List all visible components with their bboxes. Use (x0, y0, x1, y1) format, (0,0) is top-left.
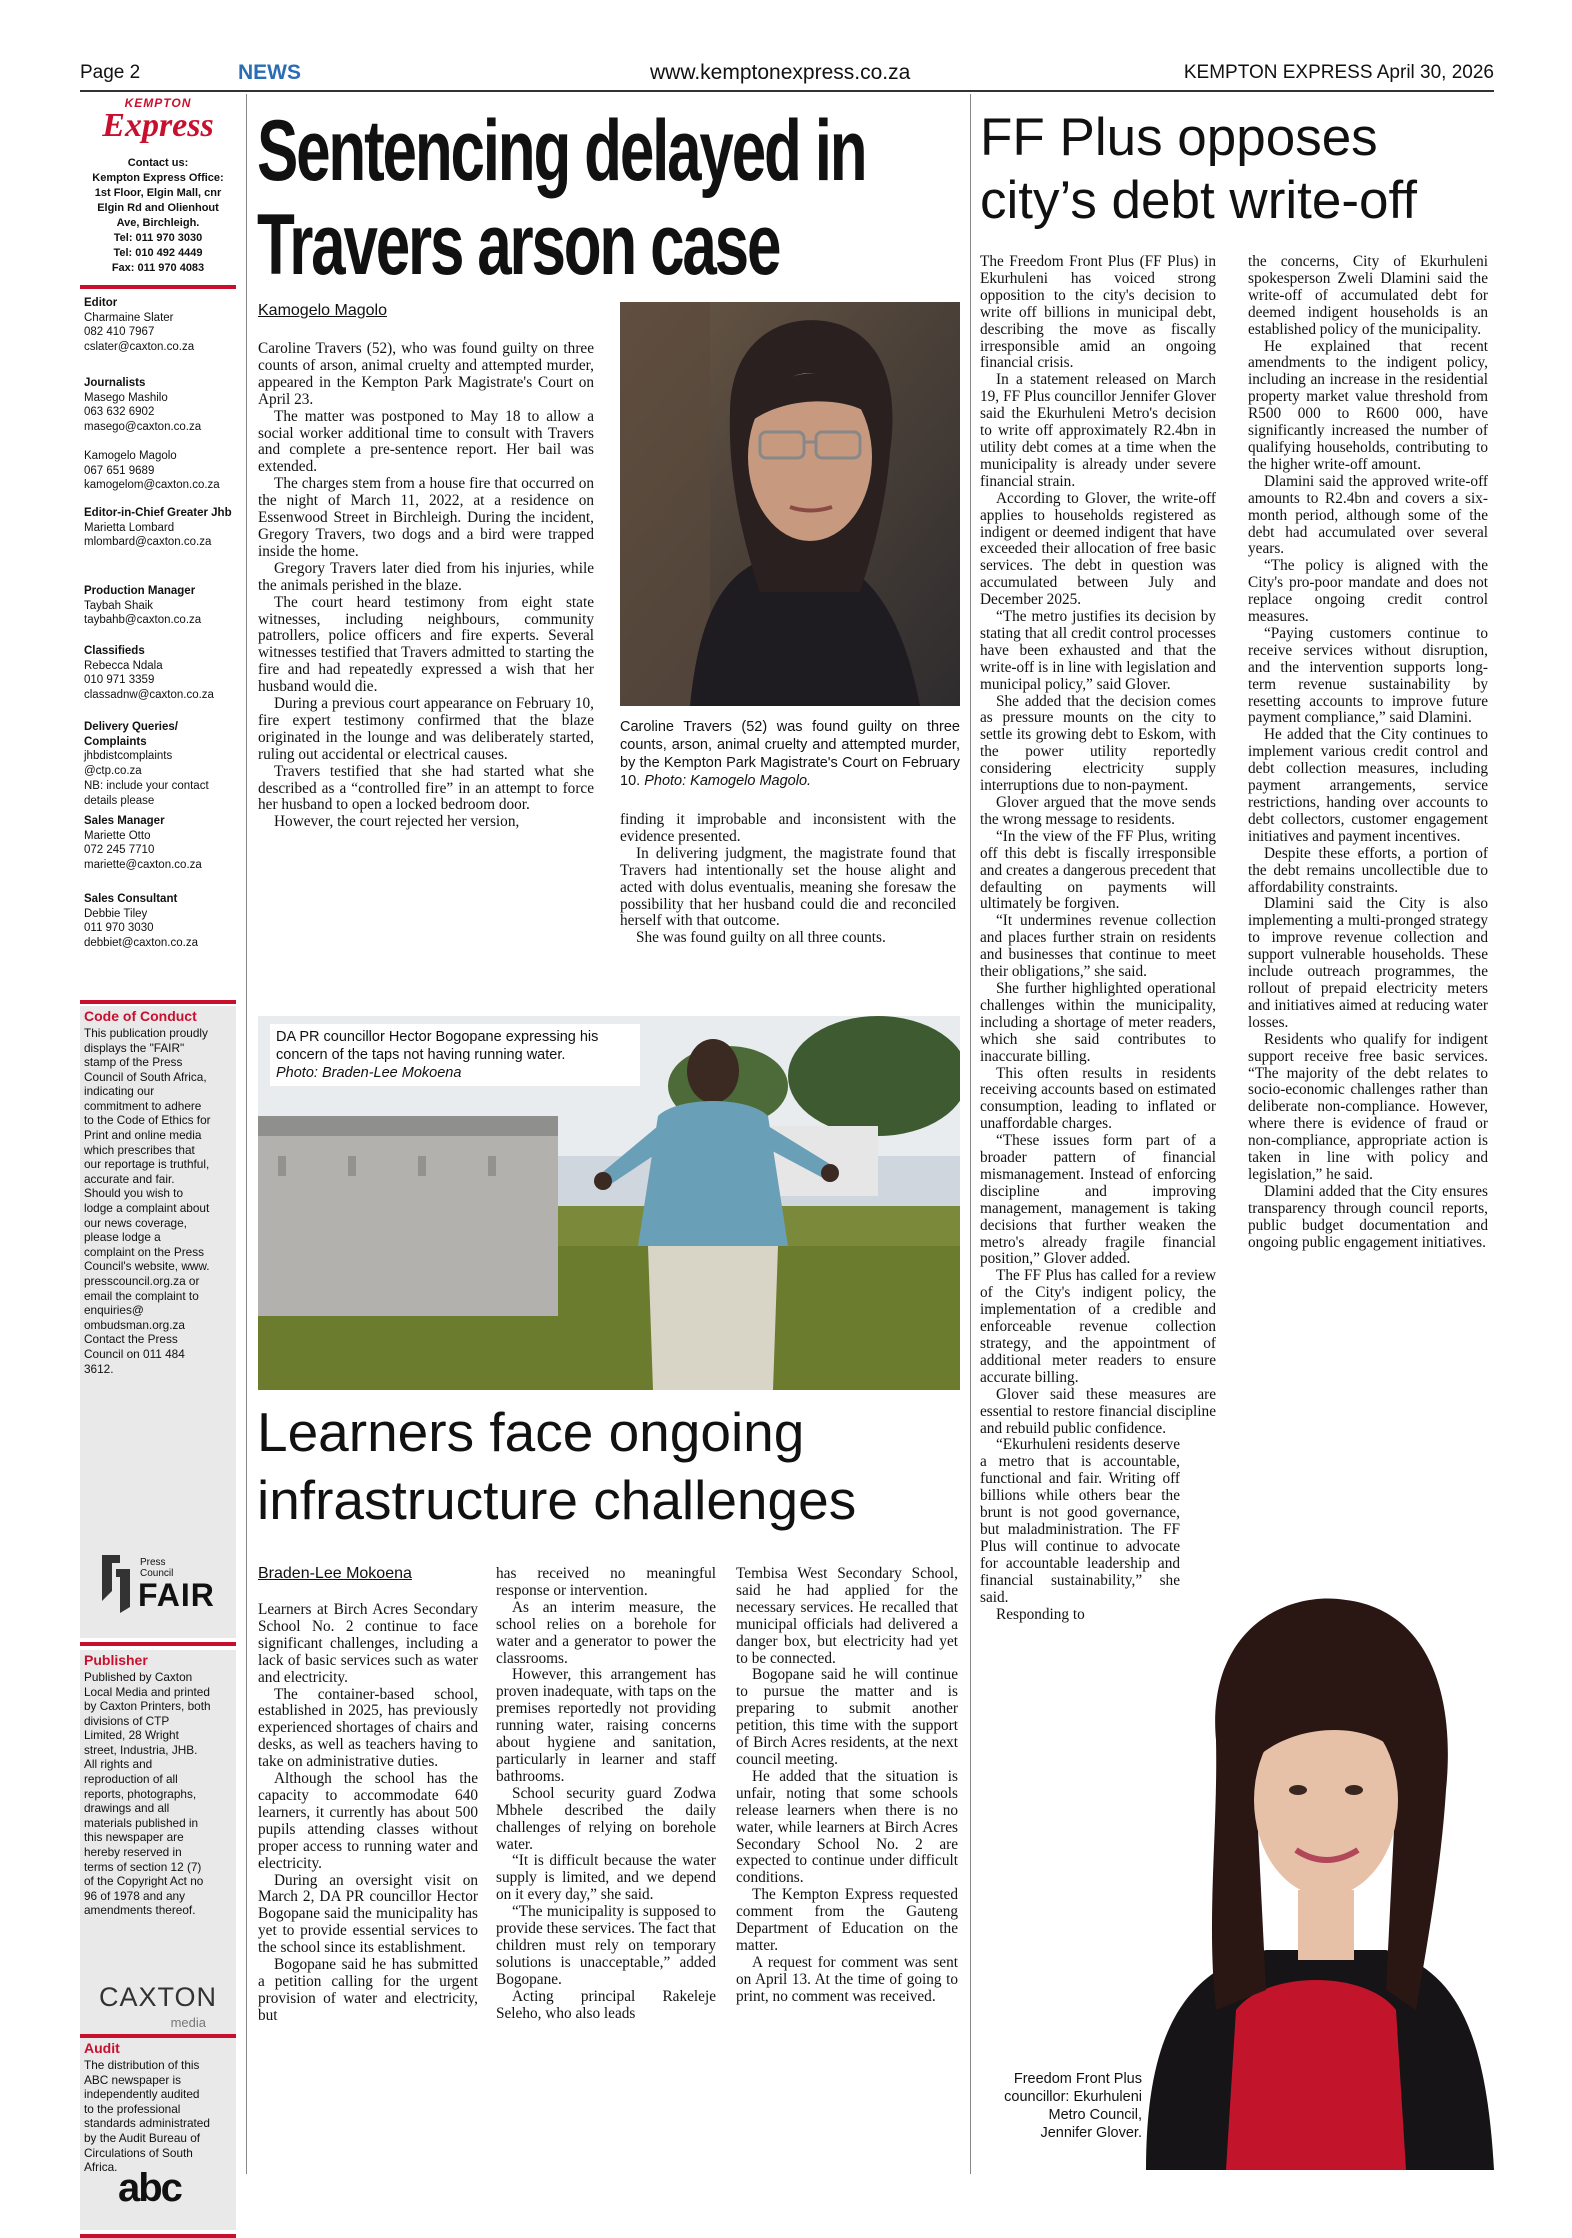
audit-text: The distribution of this ABC newspaper is independently audited to the professional standards administrated by the Audit Bureau of Circulations of South Africa. (84, 2058, 210, 2175)
jennifer-glover-photo (1126, 1590, 1494, 2170)
story2-column-1: Learners at Birch Acres Secondary School No. 2 continue to face significant challenges, including a lack of basic services such as water and electricity. The container-based school, established in 2025, has previously experienced shortages of chairs and desks, as well as teachers having to take on administrative duties. Although the school has the capacity to accommodate 640 learners, it currently has about 500 pupils attending classes without proper access to running water and electricity. During an oversight visit on March 2, DA PR councillor Hector Bogopane said the municipality has yet to provide essential services to the school since its establishment. Bogopane said he has submitted a petition calling for the urgent provision of water and electricity, but (258, 1601, 478, 2024)
kempton-express-logo: KEMPTON Express (102, 96, 214, 145)
column-rule (970, 94, 971, 2174)
photo2-caption: DA PR councillor Hector Bogopane expressing his concern of the taps not having running water. Photo: Braden-Lee Mokoena (270, 1024, 640, 1086)
story1-column-1: Caroline Travers (52), who was found guilty on three counts of arson, animal cruelty and attempted murder, appeared in the Kempton Park Magistrate's Court on April 23. The matter was postponed to May 18 to allow a social worker additional time to consult with Travers and complete a pre-sentence report. Her bail was extended. The charges stem from a house fire that occurred on the night of March 11, 2022, at a residence on Essenwood Street in Birchleigh. During the incident, Gregory Travers, two dogs and a bird were trapped inside the home. Gregory Travers later died from his injuries, while the animals perished in the blaze. The court heard testimony from eight state witnesses, including neighbours, community patrollers, police officers and fire experts. Several witnesses testified that Travers admitted to starting the fire and had repeatedly expressed a wish that her husband would die. During a previous court appearance on February 10, fire expert testimony confirmed that the blaze originated in the lounge and was deliberately started, ruling out accidental or electrical causes. Travers testified that she had started what she described as a “controlled fire” in an attempt to force her husband to open a locked bedroom door. However, the court rejected her version, (258, 340, 594, 831)
divider (80, 1642, 236, 1646)
staff-editor-in-chief: Editor-in-Chief Greater Jhb Marietta Lombard mlombard@caxton.co.za (84, 507, 232, 549)
abc-logo: abc (118, 2166, 181, 2210)
masthead-sidebar (80, 94, 236, 2210)
code-of-conduct-text: This publication proudly displays the "FAIR" stamp of the Press Council of South Africa, indicating our commitment to adhere to the Code of Ethics for Print and online media which prescribes that our reportage is truthful, accurate and fair. Should you wish to lodge a complaint about our news coverage, please lodge a complaint on the Press Council's website, www. presscouncil.org.za or email the complaint to enquiries@ ombudsman.org.za Contact the Press Council on 011 484 3612. (84, 1025, 211, 1376)
website-url[interactable]: www.kemptonexpress.co.za (650, 61, 911, 84)
page-number: Page 2 (80, 62, 141, 83)
divider (80, 2234, 236, 2238)
code-of-conduct-panel (80, 1006, 236, 1638)
story2-column-2: has received no meaningful response or intervention. As an interim measure, the school relies on a borehole for water and a generator to power the classrooms. However, this arrangement has proven inadequate, with taps on the premises reportedly not providing running water, raising concerns about hygiene and sanitation, particularly in learner and staff bathrooms. School security guard Zodwa Mbhele described the daily challenges of relying on borehole water. “It is difficult because the water supply is limited, and we depend on it every day,” she said. “The municipality is supposed to provide these services. The fact that children must rely on temporary solutions is unacceptable,” added Bogopane. Acting principal Rakeleje Seleho, who also leads (496, 1565, 716, 2022)
caroline-travers-photo (620, 302, 960, 706)
story2-column-3: Tembisa West Secondary School, said he had applied for the necessary services. He recalled that municipal officials had delivered a danger box, but electricity had yet to be connected. Bogopane said he will continue to pursue the matter and is preparing to submit another petition, this time with the support of Birch Acres residents, at the next council meeting. He added that the situation is unfair, noting that some schools release learners when there is no water, while learners at Birch Acres Secondary School No. 2 are expected to continue under difficult conditions. The Kempton Express requested comment from the Gauteng Department of Education on the matter. A request for comment was sent on April 13. At the time of going to print, no comment was received. (736, 1565, 958, 2005)
story3-column-1: The Freedom Front Plus (FF Plus) in Ekurhuleni has voiced strong opposition to the city's decision to write off billions in municipal debt, describing the move as fiscally irresponsible amid an ongoing financial crisis. In a statement released on March 19, FF Plus councillor Jennifer Glover said the Ekurhuleni Metro's decision to write off approximately R2.4bn in utility debt comes at a time when the municipality is already under severe financial strain. According to Glover, the write-off applies to households registered as indigent or deemed indigent that have exceeded their allocation of free basic services. The debt in question was accumulated between July and December 2025. “The metro justifies its decision by stating that all credit control processes have been exhausted and that the write-off is in line with legislation and municipal policy,” said Glover. She added that the decision comes as pressure mounts on the city to settle its growing debt to Eskom, with the power utility reportedly considering electricity supply interruptions due to non-payment. Glover argued that the move sends the wrong message to residents. “In the view of the FF Plus, writing off this debt is fiscally irresponsible and creates a dangerous precedent that defaulting on payments will ultimately be forgiven. “It undermines revenue collection and places further strain on residents and businesses that continue to meet their obligations,” she said. She further highlighted operational challenges within the municipality, including a shortage of meter readers, which she said contributes to inaccurate billing. This often results in residents receiving accounts based on estimated consumption, leading to inflated or unaffordable charges. “These issues form part of a broader pattern of financial mismanagement. Instead of enforcing discipline and improving management, management is taking decisions that further weaken the metro's already fragile financial position,” Glover added. The FF Plus has called for a review of the City's indigent policy, the implementation of a credible and enforceable revenue collection strategy, and the appointment of additional meter readers to ensure accurate billing. Glover said these measures are essential to restore financial discipline and rebuild public confidence. “Ekurhuleni residents deserve a metro that is accountable, functional and fair. Writing off billions while others bear the brunt is not good governance, but maladministration. The FF Plus will continue to advocate for accountable leadership and financial sustainability,” she said. Responding to (980, 253, 1216, 1623)
section-label: NEWS (238, 61, 301, 84)
page-header (80, 58, 1494, 92)
divider (80, 285, 236, 289)
staff-production-manager: Production Manager Taybah Shaik taybahb@caxton.co.za (84, 585, 202, 627)
staff-journalists: Journalists Masego Mashilo 063 632 6902 masego@caxton.co.za Kamogelo Magolo 067 651 9689 kamogelom@caxton.co.za (84, 377, 220, 492)
publication-date: KEMPTON EXPRESS April 30, 2026 (1183, 62, 1494, 83)
story2-headline: Learners face ongoing infrastructure challenges (257, 1401, 857, 1531)
fair-mark-icon (98, 1551, 134, 1617)
press-council-fair-logo: Press Council FAIR (98, 1551, 228, 1621)
code-of-conduct-title: Code of Conduct (84, 1008, 197, 1024)
audit-title: Audit (84, 2040, 120, 2056)
story3-headline: FF Plus opposes city’s debt write-off (980, 108, 1417, 230)
contact-block: Contact us: Kempton Express Office: 1st Floor, Elgin Mall, cnr Elgin Rd and Olienhout Ave, Birchleigh. Tel: 011 970 3030 Tel: 010 492 4449 Fax: 011 970 4083 (92, 157, 224, 274)
publisher-title: Publisher (84, 1652, 148, 1668)
divider (80, 1000, 236, 1004)
staff-classifieds: Classifieds Rebecca Ndala 010 971 3359 classadnw@caxton.co.za (84, 645, 214, 702)
caxton-logo: CAXTON media (98, 1982, 218, 2030)
story3-column-2: the concerns, City of Ekurhuleni spokesperson Zweli Dlamini said the write-off of accumulated debt for deemed indigent households is an established policy of the municipality. He explained that recent amendments to the indigent policy, including an increase in the residential property market value threshold from R500 000 to R600 000, have significantly increased the number of qualifying households, contributing to the higher write-off amount. Dlamini said the approved write-off amounts to R2.4bn and covers a six-month period, although some of the debt had accumulated over several years. “The policy is aligned with the City's pro-poor mandate and does not replace ongoing credit control measures. “Paying customers continue to receive services without disruption, and the intervention supports long-term revenue sustainability by resetting accounts to improve future payment compliance,” said Dlamini. He added that the City continues to implement various credit control and debt collection measures, including payment arrangements, service restrictions, handing over accounts to debt collectors, customer engagement initiatives and payment incentives. Despite these efforts, a portion of the debt remains uncollectible due to affordability constraints. Dlamini said the City is also implementing a multi-pronged strategy to improve revenue collection and support vulnerable households. These include outreach programmes, the rollout of prepaid electricity meters and initiatives aimed at reducing water losses. Residents who qualify for indigent support receive free basic services. “The majority of the debt relates to socio-economic challenges rather than deliberate non-compliance. However, where there is evidence of fraud or non-compliance, appropriate action is taken in line with policy and legislation,” he said. Dlamini added that the City ensures transparency through council reports, public budget documentation and ongoing public engagement initiatives. (1248, 253, 1488, 1251)
publisher-text: Published by Caxton Local Media and printed by Caxton Printers, both divisions of CTP Limited, 28 Wright street, Industria, JHB. All rights and reproduction of all reports, photographs, drawings and all materials published in this newspaper are hereby reserved in terms of section 12 (7) of the Copyright Act no 96 of 1978 and any amendments thereof. (84, 1669, 211, 1918)
story1-byline: Kamogelo Magolo (258, 302, 387, 319)
story1-photo-caption: Caroline Travers (52) was found guilty on three counts, arson, animal cruelty and attempted murder, by the Kempton Park Magistrate's Court on February 10. Photo: Kamogelo Magolo. (620, 719, 960, 789)
staff-sales-consultant: Sales Consultant Debbie Tiley 011 970 3030 debbiet@caxton.co.za (84, 893, 198, 950)
staff-delivery: Delivery Queries/ Complaints jhbdistcomplaints @ctp.co.za NB: include your contact details please (84, 721, 209, 807)
publisher-panel (80, 1650, 236, 2230)
story1-headline: Sentencing delayed in Travers arson case (257, 103, 866, 293)
column-rule (246, 94, 247, 2174)
story3-photo-caption: Freedom Front Plus councillor: Ekurhuleni Metro Council, Jennifer Glover. (1002, 2070, 1142, 2142)
staff-sales-manager: Sales Manager Mariette Otto 072 245 7710 mariette@caxton.co.za (84, 815, 202, 872)
story1-column-2: finding it improbable and inconsistent with the evidence presented. In delivering judgment, the magistrate found that Travers had intentionally set the house alight and acted with dolus eventualis, meaning she foresaw the possibility that her husband could die and reconciled herself with that outcome. She was found guilty on all three counts. (620, 811, 956, 947)
staff-editor: Editor Charmaine Slater 082 410 7967 cslater@caxton.co.za (84, 297, 195, 354)
story2-byline: Braden-Lee Mokoena (258, 1565, 412, 1582)
